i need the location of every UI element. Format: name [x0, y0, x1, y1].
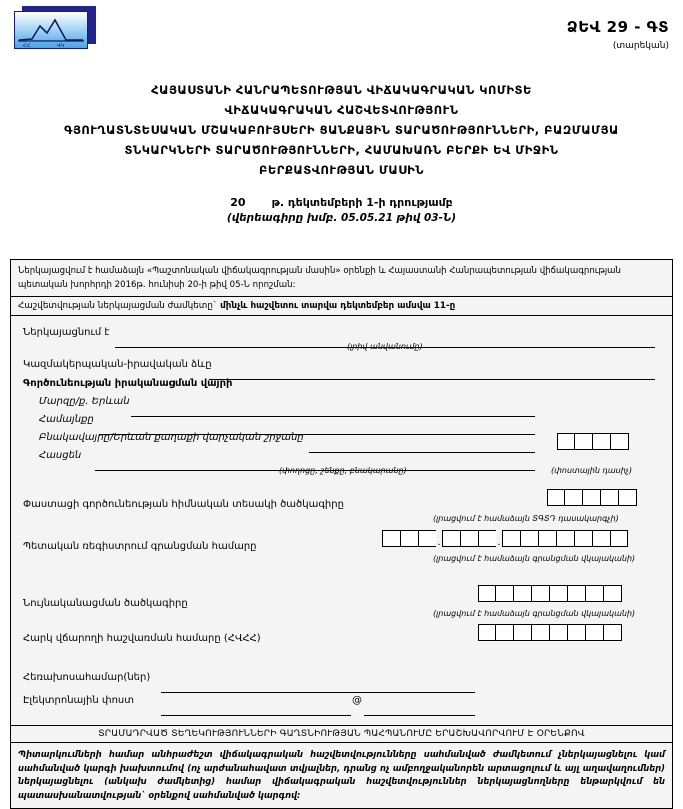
activity-code-box[interactable]: [547, 489, 565, 506]
deadline-row: [11, 297, 672, 316]
identification-box[interactable]: [604, 585, 622, 602]
page-title-line-3: ԳՅՈՒՂԱՏՆՏԵՍԱԿԱՆ ՄՇԱԿԱԲՈՒՅՍԵՐԻ ՑԱՆՔԱՅԻՆ ՏԱՐԱԾՈՒԹՅՈՒՆՆԵՐԻ, ԲԱԶՄԱՄՅԱ: [64, 123, 619, 137]
form-periodicity: (տարեկան): [612, 41, 669, 51]
activity-code-box[interactable]: [601, 489, 619, 506]
page-title-line-2: ՎԻՃԱԿԱԳՐԱԿԱՆ ՀԱՇՎԵՏՎՈՒԹՅՈՒՆ: [224, 103, 459, 117]
taxpayer-box[interactable]: [604, 624, 622, 641]
form-frame: [10, 259, 673, 809]
activity-code-box[interactable]: [565, 489, 583, 506]
page-header: [0, 0, 683, 62]
activity-code-boxes[interactable]: [547, 489, 637, 506]
identification-code-boxes[interactable]: [478, 585, 622, 602]
form-code: ՁԵՎ 29 - ԳՏ: [566, 18, 669, 36]
taxpayer-box[interactable]: [514, 624, 532, 641]
settlement-input[interactable]: [309, 442, 535, 453]
svg-text:ՎԿ: ՎԿ: [57, 43, 65, 49]
registration-separator: .: [437, 537, 441, 548]
identification-box[interactable]: [496, 585, 514, 602]
activity-location-header: Գործունեության իրականացման վայրի: [23, 378, 233, 389]
postal-code-boxes[interactable]: [557, 433, 629, 450]
registration-box[interactable]: [442, 530, 460, 547]
postal-box[interactable]: [575, 433, 593, 450]
taxpayer-number-label: Հարկ վճարողի հաշվառման համարը (ՀՎՀՀ): [23, 633, 261, 644]
registration-box[interactable]: [400, 530, 418, 547]
region-input[interactable]: [131, 406, 535, 417]
registration-box[interactable]: [574, 530, 592, 547]
legal-form-label: Կազմակերպական-իրավական ձևը: [23, 359, 212, 370]
period-text: թ. դեկտեմբերի 1-ի դրությամբ: [271, 196, 453, 209]
settlement-label: Բնակավայրը/Երևան քաղաքի վարչական շրջանը: [39, 432, 304, 443]
legal-basis-row: Ներկայացվում է համաձայն «Պաշտոնական վիճակագրության մասին» օրենքի և Հայաստանի Հանրապետության վիճակագրության պետական խորհրդի 2016թ. հունիսի 20-ի թիվ 05-Ն որոշման:: [11, 260, 672, 297]
form-code-block: [567, 18, 669, 51]
registration-box[interactable]: [610, 530, 628, 547]
taxpayer-box[interactable]: [478, 624, 496, 641]
taxpayer-box[interactable]: [550, 624, 568, 641]
phone-input[interactable]: [161, 682, 475, 693]
penalty-notice: Պիտարկումների համար անհրաժեշտ վիճակագրական հաշվետվությունները սահմանված ժամկետում չներկայացնելու կամ սահմանված կարգի խախտումով (ոչ արժանահավատ տվյալներ, դրանց ոչ ամբողջականորեն արտացոլում և այլ աղավաղումներ) ներկայացնելու (անկախ ժամկետից) համար վիճակագրական հաշվետվություններ ներկայացնողները ենթարկվում են պատասխանատվության` օրենքով սահմանված կարգով:: [18, 749, 665, 800]
identification-box[interactable]: [586, 585, 604, 602]
postal-caption: (փոստային դասիչ): [551, 466, 633, 475]
taxpayer-number-boxes[interactable]: [478, 624, 622, 641]
svg-text:ՀՀ: ՀՀ: [23, 43, 31, 49]
postal-box[interactable]: [593, 433, 611, 450]
legal-form-input[interactable]: [209, 369, 655, 380]
registration-box[interactable]: [382, 530, 400, 547]
deadline-label: Հաշվետվության ներկայացման ժամկետը`: [18, 301, 218, 311]
period-line: [0, 196, 683, 209]
statistical-committee-logo: [14, 6, 96, 50]
identification-box[interactable]: [532, 585, 550, 602]
email-domain-input[interactable]: [364, 705, 475, 716]
activity-code-caption: (լրացվում է համաձայն ՏԳՏԴ դասակարգչի): [433, 514, 619, 523]
submitted-by-label: Ներկայացնում է: [23, 327, 110, 338]
registration-box[interactable]: [520, 530, 538, 547]
registration-box[interactable]: [502, 530, 520, 547]
identification-box[interactable]: [550, 585, 568, 602]
region-label: Մարզը/ք. Երևան: [39, 396, 130, 407]
reporting-period: [0, 196, 683, 224]
email-label: Էլեկտրոնային փոստ: [23, 695, 135, 706]
document-titles: [0, 80, 683, 180]
taxpayer-box[interactable]: [586, 624, 604, 641]
registration-separator: .: [497, 537, 501, 548]
registration-box[interactable]: [592, 530, 610, 547]
identification-caption: (լրացվում է համաձայն գրանցման վկայականի): [433, 609, 636, 618]
activity-code-box[interactable]: [619, 489, 637, 506]
confidentiality-guarantee: ՏՐԱՄԱԴՐՎԱԾ ՏԵՂԵԿՈՒԹՅՈՒՆՆԵՐԻ ԳԱՂՏՆԻՈՒԹՅԱՆ ՊԱՀՊԱՆՈՒՄԸ ԵՐԱՇԽԱՎՈՐՎՈՒՄ Է ՕՐԵՆՔՈՎ: [11, 726, 672, 743]
submitted-by-caption: (լրիվ անվանումը): [347, 342, 423, 351]
community-label: Համայնքը: [39, 414, 94, 425]
taxpayer-box[interactable]: [496, 624, 514, 641]
postal-box[interactable]: [557, 433, 575, 450]
taxpayer-box[interactable]: [532, 624, 550, 641]
email-at-symbol: @: [352, 695, 362, 706]
registration-box[interactable]: [478, 530, 496, 547]
identification-box[interactable]: [478, 585, 496, 602]
page-title-line-1: ՀԱՅԱՍՏԱՆԻ ՀԱՆՐԱՊԵՏՈՒԹՅԱՆ ՎԻՃԱԿԱԳՐԱԿԱՆ ԿՈՄԻՏԵ: [151, 83, 532, 97]
page-title-line-5: ԲԵՐՔԱՏՎՈՒԹՅԱՆ ՄԱՍԻՆ: [258, 163, 425, 177]
form-fields-row: [11, 316, 672, 726]
address-label: Հասցեն: [39, 450, 82, 461]
registration-number-boxes[interactable]: [382, 530, 628, 547]
registration-box[interactable]: [460, 530, 478, 547]
registration-number-label: Պետական ռեգիստրում գրանցման համարը: [23, 541, 257, 552]
deadline-value: մինչև հաշվետու տարվա դեկտեմբեր ամսվա 11-ը: [220, 301, 456, 311]
taxpayer-box[interactable]: [568, 624, 586, 641]
activity-code-label: Փաստացի գործունեության հիմնական տեսակի ծածկագիրը: [23, 499, 344, 510]
logo-chart-icon: [14, 11, 88, 49]
identification-box[interactable]: [568, 585, 586, 602]
identification-box[interactable]: [514, 585, 532, 602]
phone-label: Հեռախոսահամար(ներ): [23, 672, 151, 683]
activity-code-box[interactable]: [583, 489, 601, 506]
period-year: 20: [230, 196, 246, 209]
registration-box[interactable]: [418, 530, 436, 547]
registration-box[interactable]: [556, 530, 574, 547]
registration-caption: (լրացվում է համաձայն գրանցման վկայականի): [433, 554, 636, 563]
email-local-input[interactable]: [161, 705, 351, 716]
registration-box[interactable]: [538, 530, 556, 547]
address-caption: (փողոցը, շենքը, բնակարանը): [279, 466, 407, 475]
postal-box[interactable]: [611, 433, 629, 450]
period-amendment: (վերեագիրը խմբ. 05.05.21 թիվ 03-Ն): [226, 212, 457, 224]
page-title-line-4: ՏՆԿԱՐԿՆԵՐԻ ՏԱՐԱԾՈՒԹՅՈՒՆՆԵՐԻ, ՀԱՄԱԽԱՌՆ ԲԵՐՔԻ ԵՎ ՄԻՋԻՆ: [124, 143, 559, 157]
identification-code-label: Նույնականացման ծածկագիրը: [23, 598, 188, 609]
